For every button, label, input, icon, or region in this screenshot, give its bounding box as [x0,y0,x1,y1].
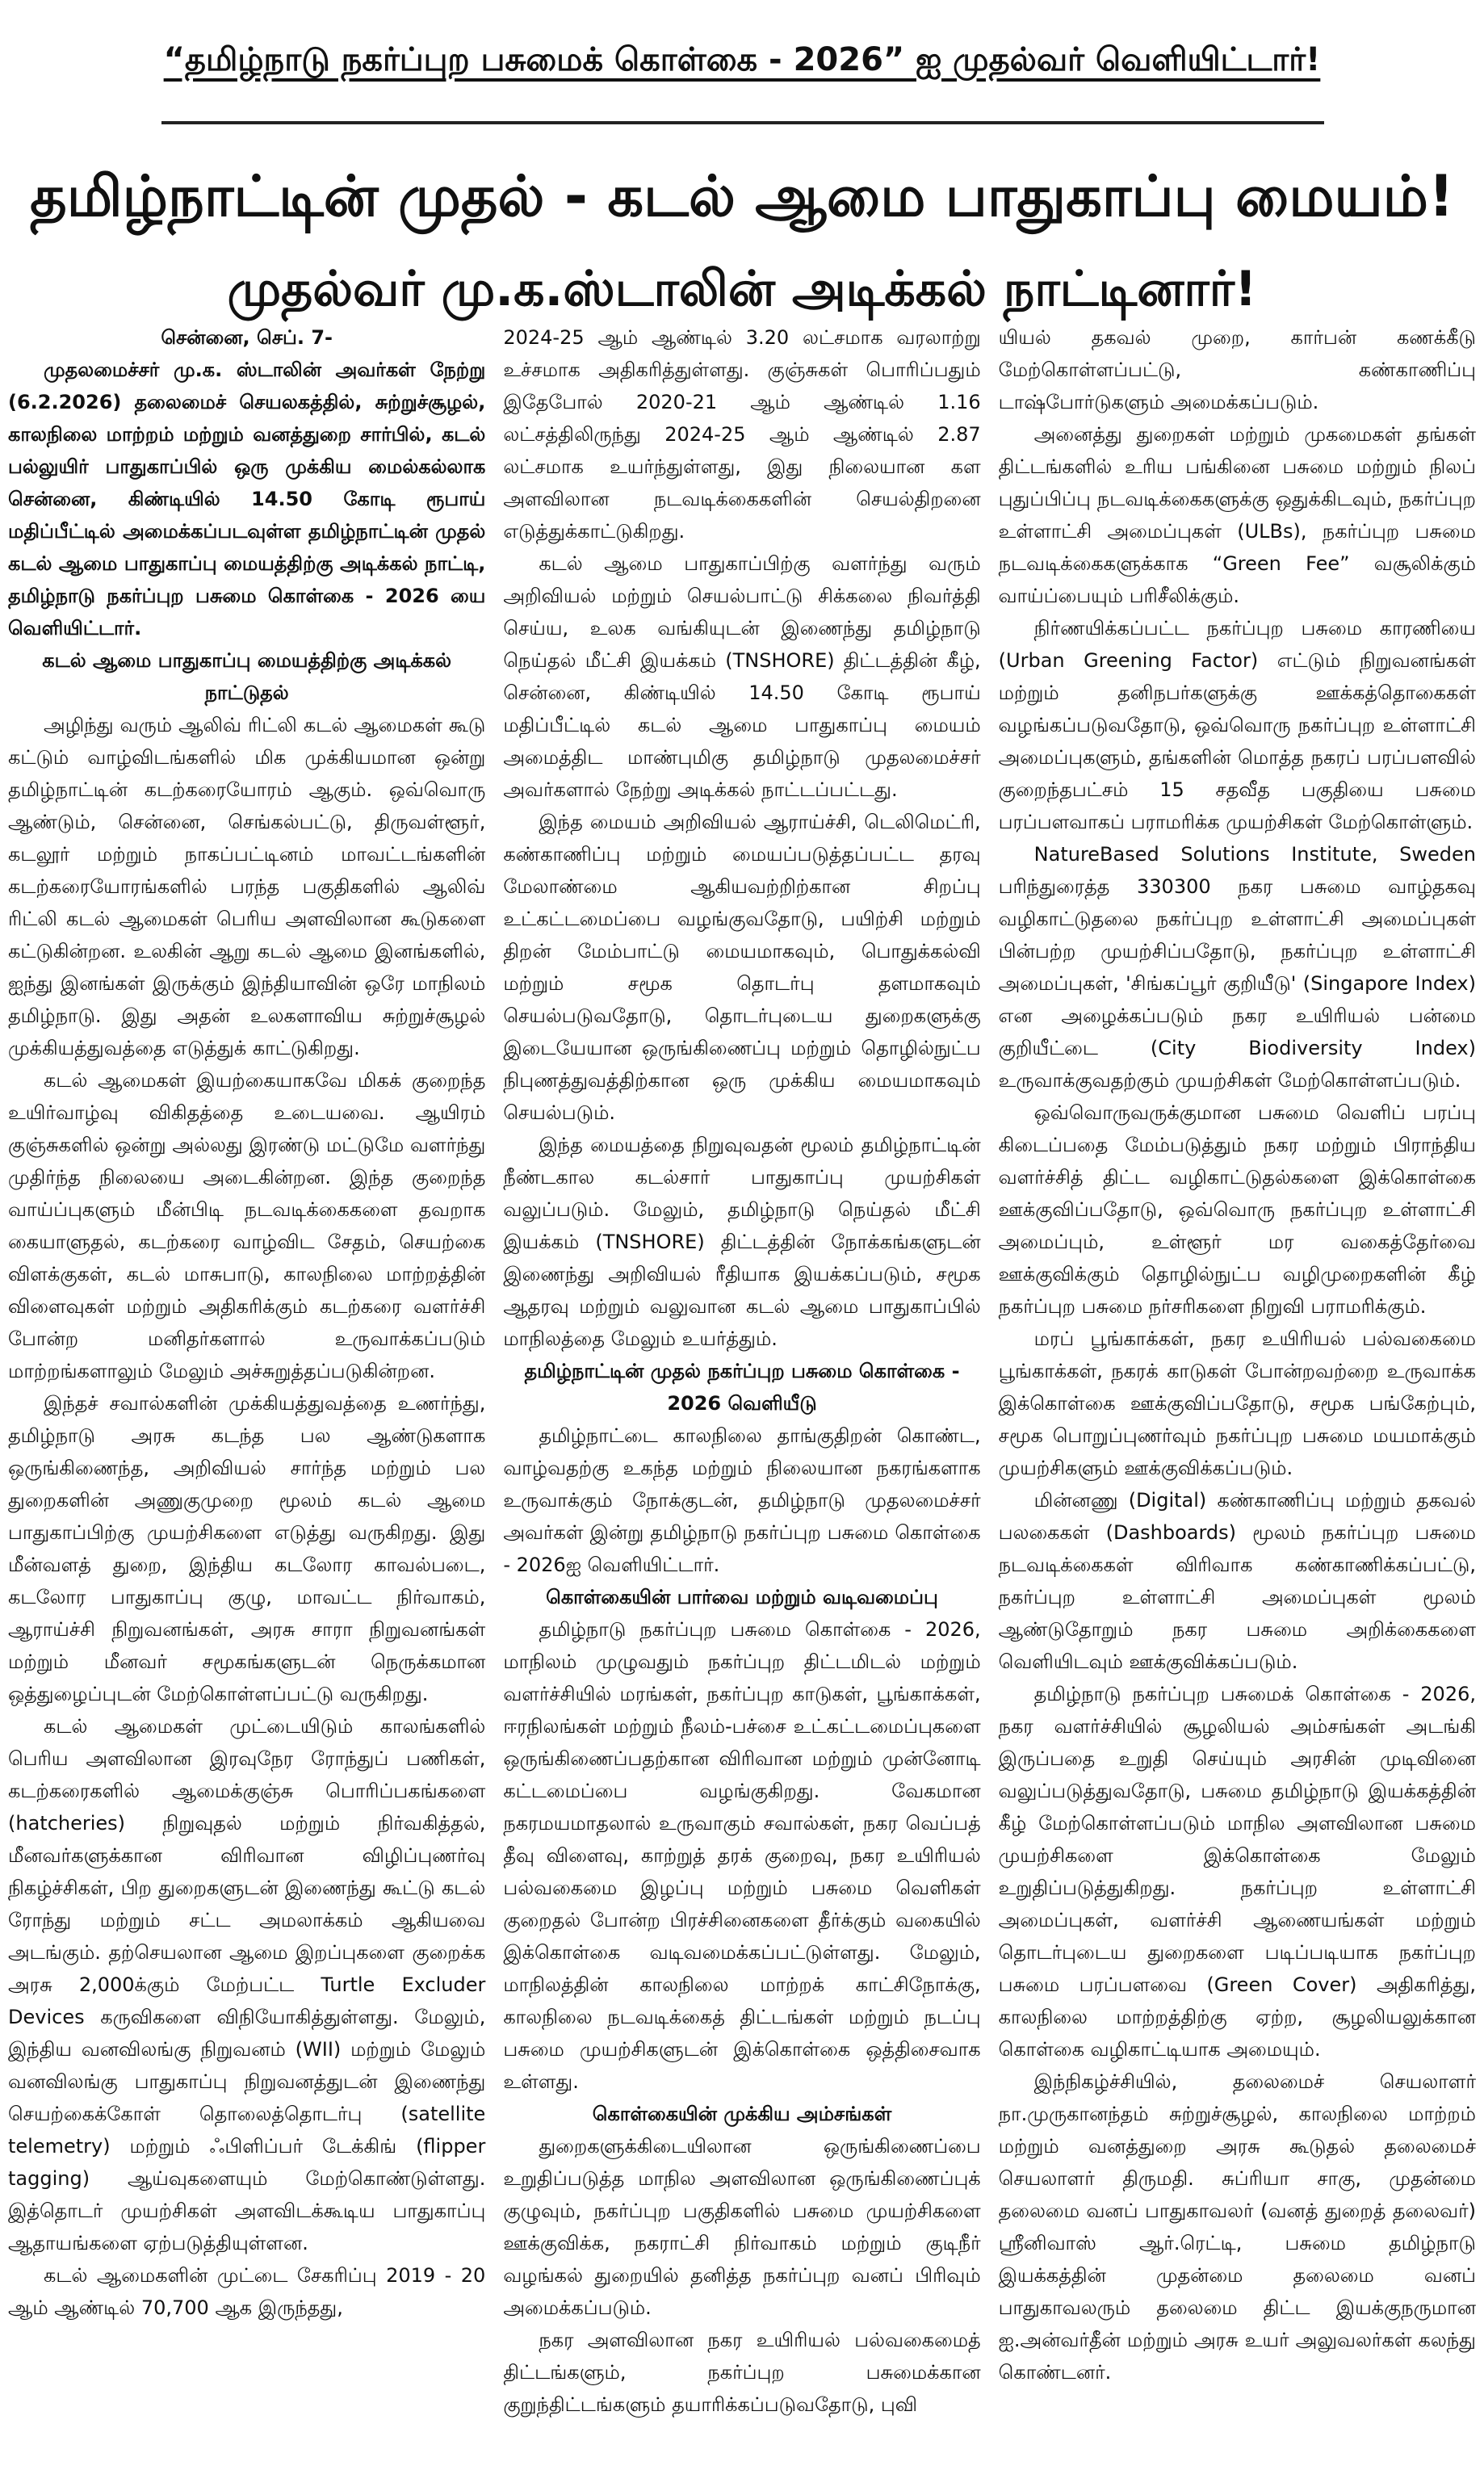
main-headline-text: தமிழ்நாட்டின் முதல் - கடல் ஆமை பாதுகாப்பு மையம்! [30,163,1454,229]
paragraph: இந்நிகழ்ச்சியில், தலைமைச் செயலாளர் நா.முருகானந்தம் சுற்றுச்சூழல், காலநிலை மாற்றம் மற்றும் வனத்துறை அரசு கூடுதல் தலைமைச் செயலாளர் திருமதி. சுப்ரியா சாகு, முதன்மை தலைமை வனப் பாதுகாவலர் (வனத் துறைத் தலைவர்) ஸ்ரீனிவாஸ் ஆர்.ரெட்டி, பசுமை தமிழ்நாடு இயக்கத்தின் முதன்மை தலைமை வனப் பாதுகாவலரும் தலைமை திட்ட இயக்குநருமான ஐ.அன்வர்தீன் மற்றும் அரசு உயர் அலுவலர்கள் கலந்து கொண்டனர். [998,2070,1476,2384]
paragraph: NatureBased Solutions Institute, Sweden பரிந்துரைத்த 330300 நகர பசுமை வாழ்தகவு வழிகாட்டுதலை நகர்ப்புற உள்ளாட்சி அமைப்புகள் பின்பற்ற முயற்சிப்பதோடு, நகர்ப்புற உள்ளாட்சி அமைப்புகள், 'சிங்கப்பூர் குறியீடு' (Singapore Index) என அழைக்கப்படும் நகர உயிரியல் பன்மை குறியீட்டை (City Biodiversity Index) உருவாக்குவதற்கும் முயற்சிகள் மேற்கொள்ளப்படும். [998,843,1476,1092]
subheading: கொள்கையின் முக்கிய அம்சங்கள் [592,2103,892,2125]
paragraph: இந்த மையம் அறிவியல் ஆராய்ச்சி, டெலிமெட்ரி, கண்காணிப்பு மற்றும் மையப்படுத்தப்பட்ட தரவு மேலாண்மை ஆகியவற்றிற்கான சிறப்பு உட்கட்டமைப்பை வழங்குவதோடு, பயிற்சி மற்றும் திறன் மேம்பாட்டு மையமாகவும், பொதுக்கல்வி மற்றும் சமூக தொடர்பு தளமாகவும் செயல்படுவதோடு, தொடர்புடைய துறைகளுக்கு இடையேயான ஒருங்கிணைப்பு மற்றும் தொழில்நுட்ப நிபுணத்துவத்திற்கான ஒரு முக்கிய மையமாகவும் செயல்படும். [503,811,981,1124]
divider [161,121,1324,124]
paragraph: மரப் பூங்காக்கள், நகர உயிரியல் பல்வகைமை பூங்காக்கள், நகரக் காடுகள் போன்றவற்றை உருவாக்க இக்கொள்கை ஊக்குவிப்பதோடு, சமூக பங்கேற்பும், சமூக பொறுப்புணர்வும் நகர்ப்புற பசுமை மயமாக்கும் முயற்சிகளும் ஊக்குவிக்கப்படும். [998,1327,1476,1479]
column-3 [999,321,1476,2421]
column-2 [503,321,980,2421]
paragraph: தமிழ்நாடு நகர்ப்புற பசுமைக் கொள்கை - 2026, நகர வளர்ச்சியில் சூழலியல் அம்சங்கள் அடங்கி இருப்பதை உறுதி செய்யும் அரசின் முடிவினை வலுப்படுத்துவதோடு, பசுமை தமிழ்நாடு இயக்கத்தின் கீழ் மேற்கொள்ளப்படும் மாநில அளவிலான பசுமை முயற்சிகளை இக்கொள்கை மேலும் உறுதிப்படுத்துகிறது. நகர்ப்புற உள்ளாட்சி அமைப்புகள், வளர்ச்சி ஆணையங்கள் மற்றும் தொடர்புடைய துறைகளை படிப்படியாக நகர்ப்புற பசுமை பரப்பளவை (Green Cover) அதிகரித்து, காலநிலை மாற்றத்திற்கு ஏற்ற, சூழலியலுக்கான கொள்கை வழிகாட்டியாக அமையும். [998,1683,1476,2061]
paragraph: அழிந்து வரும் ஆலிவ் ரிட்லி கடல் ஆமைகள் கூடு கட்டும் வாழ்விடங்களில் மிக முக்கியமான ஒன்று தமிழ்நாட்டின் கடற்கரையோரம் ஆகும். ஒவ்வொரு ஆண்டும், சென்னை, செங்கல்பட்டு, திருவள்ளூர், கடலூர் மற்றும் நாகப்பட்டினம் மாவட்டங்களின் கடற்கரையோரங்களில் பரந்த பகுதிகளில் ஆலிவ் ரிட்லி கடல் ஆமைகள் பெரிய அளவிலான கூடுகளை கட்டுகின்றன. உலகின் ஆறு கடல் ஆமை இனங்களில், ஐந்து இனங்கள் இருக்கும் இந்தியாவின் ஒரே மாநிலம் தமிழ்நாடு. இது அதன் உலகளாவிய சுற்றுச்சூழல் முக்கியத்துவத்தை எடுத்துக் காட்டுகிறது. [8,714,486,1059]
article-body [8,321,1476,2421]
subheading: கடல் ஆமை பாதுகாப்பு மையத்திற்கு அடிக்கல் நாட்டுதல் [42,649,452,704]
paragraph: தமிழ்நாடு நகர்ப்புற பசுமை கொள்கை - 2026, மாநிலம் முழுவதும் நகர்ப்புற திட்டமிடல் மற்றும் வளர்ச்சியில் மரங்கள், நகர்ப்புற காடுகள், பூங்காக்கள், ஈரநிலங்கள் மற்றும் நீலம்-பச்சை உட்கட்டமைப்புகளை ஒருங்கிணைப்பதற்கான விரிவான மற்றும் முன்னோடி கட்டமைப்பை வழங்குகிறது. வேகமான நகரமயமாதலால் உருவாகும் சவால்கள், நகர வெப்பத் தீவு விளைவு, காற்றுத் தரக் குறைவு, நகர உயிரியல் பல்வகைமை இழப்பு மற்றும் பசுமை வெளிகள் குறைதல் போன்ற பிரச்சினைகளை தீர்க்கும் வகையில் இக்கொள்கை வடிவமைக்கப்பட்டுள்ளது. மேலும், மாநிலத்தின் காலநிலை மாற்றக் காட்சிநோக்கு, காலநிலை நடவடிக்கைத் திட்டங்கள் மற்றும் நடப்பு பசுமை முயற்சிகளுடன் இக்கொள்கை ஒத்திசைவாக உள்ளது. [503,1618,981,2093]
paragraph: ஒவ்வொருவருக்குமான பசுமை வெளிப் பரப்பு கிடைப்பதை மேம்படுத்தும் நகர மற்றும் பிராந்திய வளர்ச்சித் திட்ட வழிகாட்டுதல்களை இக்கொள்கை ஊக்குவிப்பதோடு, ஒவ்வொரு நகர்ப்புற உள்ளாட்சி அமைப்பும், உள்ளூர் மர வகைத்தேர்வை ஊக்குவிக்கும் தொழில்நுட்ப வழிமுறைகளின் கீழ் நகர்ப்புற பசுமை நர்சரிகளை நிறுவி பராமரிக்கும். [998,1101,1476,1318]
sub-headline [0,257,1484,321]
paragraph: கடல் ஆமைகள் முட்டையிடும் காலங்களில் பெரிய அளவிலான இரவுநேர ரோந்துப் பணிகள், கடற்கரைகளில் ஆமைக்குஞ்சு பொரிப்பகங்களை (hatcheries) நிறுவுதல் மற்றும் நிர்வகித்தல், மீனவர்களுக்கான விரிவான விழிப்புணர்வு நிகழ்ச்சிகள், பிற துறைகளுடன் இணைந்து கூட்டு கடல் ரோந்து மற்றும் சட்ட அமலாக்கம் ஆகியவை அடங்கும். தற்செயலான ஆமை இறப்புகளை குறைக்க அரசு 2,000க்கும் மேற்பட்ட Turtle Excluder Devices கருவிகளை விநியோகித்துள்ளது. மேலும், இந்திய வனவிலங்கு நிறுவனம் (WII) மற்றும் மேலும் வனவிலங்கு பாதுகாப்பு நிறுவனத்துடன் இணைந்து செயற்கைக்கோள் தொலைத்தொடர்பு (satellite telemetry) மற்றும் ஃபிளிப்பர் டேக்கிங் (flipper tagging) ஆய்வுகளையும் மேற்கொண்டுள்ளது. இத்தொடர் முயற்சிகள் அளவிடக்கூடிய பாதுகாப்பு ஆதாயங்களை ஏற்படுத்தியுள்ளன. [8,1715,486,2254]
subheading: கொள்கையின் பார்வை மற்றும் வடிவமைப்பு [546,1586,938,1608]
subheading: தமிழ்நாட்டின் முதல் நகர்ப்புற பசுமை கொள்கை - 2026 வெளியீடு [524,1360,960,1415]
paragraph: யியல் தகவல் முறை, கார்பன் கணக்கீடு மேற்கொள்ளப்பட்டு, கண்காணிப்பு டாஷ்போர்டுகளும் அமைக்கப்படும். [998,326,1476,413]
sub-headline-text: முதல்வர் மு.க.ஸ்டாலின் அடிக்கல் நாட்டினார்! [227,261,1257,317]
kicker-text: “தமிழ்நாடு நகர்ப்புற பசுமைக் கொள்கை - 2026” ஐ முதல்வர் வெளியிட்டார்! [163,41,1321,78]
dateline: சென்னை, செப். 7- [161,326,333,349]
paragraph: அனைத்து துறைகள் மற்றும் முகமைகள் தங்கள் திட்டங்களில் உரிய பங்கினை பசுமை மற்றும் நிலப் புதுப்பிப்பு நடவடிக்கைகளுக்கு ஒதுக்கிடவும், நகர்ப்புற உள்ளாட்சி அமைப்புகள் (ULBs), நகர்ப்புற பசுமை நடவடிக்கைகளுக்காக “Green Fee” வசூலிக்கும் வாய்ப்பையும் பரிசீலிக்கும். [998,423,1476,607]
kicker-headline [0,11,1484,108]
paragraph: மின்னணு (Digital) கண்காணிப்பு மற்றும் தகவல் பலகைகள் (Dashboards) மூலம் நகர்ப்புற பசுமை நடவடிக்கைகள் விரிவாக கண்காணிக்கப்பட்டு, நகர்ப்புற உள்ளாட்சி அமைப்புகள் மூலம் ஆண்டுதோறும் நகர பசுமை அறிக்கைகளை வெளியிடவும் ஊக்குவிக்கப்படும். [998,1489,1476,1673]
main-headline [0,128,1484,265]
paragraph: துறைகளுக்கிடையிலான ஒருங்கிணைப்பை உறுதிப்படுத்த மாநில அளவிலான ஒருங்கிணைப்புக் குழுவும், நகர்ப்புற பகுதிகளில் பசுமை முயற்சிகளை ஊக்குவிக்க, நகராட்சி நிர்வாகம் மற்றும் குடிநீர் வழங்கல் துறையில் தனித்த நகர்ப்புற வனப் பிரிவும் அமைக்கப்படும். [503,2135,981,2319]
paragraph: தமிழ்நாட்டை காலநிலை தாங்குதிறன் கொண்ட, வாழ்வதற்கு உகந்த மற்றும் நிலையான நகரங்களாக உருவாக்கும் நோக்குடன், தமிழ்நாடு முதலமைச்சர் அவர்கள் இன்று தமிழ்நாடு நகர்ப்புற பசுமை கொள்கை - 2026ஐ வெளியிட்டார். [503,1424,981,1576]
masthead [0,0,1484,321]
paragraph: கடல் ஆமைகளின் முட்டை சேகரிப்பு 2019 - 20 ஆம் ஆண்டில் 70,700 ஆக இருந்தது, [8,2264,486,2319]
paragraph: நகர அளவிலான நகர உயிரியல் பல்வகைமைத் திட்டங்களும், நகர்ப்புற பசுமைக்கான குறுந்திட்டங்களும் தயாரிக்கப்படுவதோடு, புவி [503,2329,981,2416]
lead-paragraph: முதலமைச்சர் மு.க. ஸ்டாலின் அவர்கள் நேற்று (6.2.2026) தலைமைச் செயலகத்தில், சுற்றுச்சூழல், காலநிலை மாற்றம் மற்றும் வனத்துறை சார்பில், கடல் பல்லுயிர் பாதுகாப்பில் ஒரு முக்கிய மைல்கல்லாக சென்னை, கிண்டியில் 14.50 கோடி ரூபாய் மதிப்பீட்டில் அமைக்கப்படவுள்ள தமிழ்நாட்டின் முதல் கடல் ஆமை பாதுகாப்பு மையத்திற்கு அடிக்கல் நாட்டி, தமிழ்நாடு நகர்ப்புற பசுமை கொள்கை - 2026 யை வெளியிட்டார். [8,359,486,640]
paragraph: கடல் ஆமைகள் இயற்கையாகவே மிகக் குறைந்த உயிர்வாழ்வு விகிதத்தை உடையவை. ஆயிரம் குஞ்சுகளில் ஒன்று அல்லது இரண்டு மட்டுமே வளர்ந்து முதிர்ந்த நிலையை அடைகின்றன. இந்த குறைந்த வாய்ப்புகளும் மீன்பிடி நடவடிக்கைகளை தவறாக கையாளுதல், கடற்கரை வாழ்விட சேதம், செயற்கை விளக்குகள், கடல் மாசுபாடு, காலநிலை மாற்றத்தின் விளைவுகள் மற்றும் அதிகரிக்கும் கடற்கரை வளர்ச்சி போன்ற மனிதர்களால் உருவாக்கப்படும் மாற்றங்களாலும் மேலும் அச்சுறுத்தப்படுகின்றன. [8,1069,486,1382]
paragraph: 2024-25 ஆம் ஆண்டில் 3.20 லட்சமாக வரலாற்று உச்சமாக அதிகரித்துள்ளது. குஞ்சுகள் பொரிப்பதும் இதேபோல் 2020-21 ஆம் ஆண்டில் 1.16 லட்சத்திலிருந்து 2024-25 ஆம் ஆண்டில் 2.87 லட்சமாக உயர்ந்துள்ளது, இது நிலையான கள அளவிலான நடவடிக்கைகளின் செயல்திறனை எடுத்துக்காட்டுகிறது. [503,326,981,543]
paragraph: இந்தச் சவால்களின் முக்கியத்துவத்தை உணர்ந்து, தமிழ்நாடு அரசு கடந்த பல ஆண்டுகளாக ஒருங்கிணைந்த, அறிவியல் சார்ந்த மற்றும் பல துறைகளின் அணுகுமுறை மூலம் கடல் ஆமை பாதுகாப்பிற்கு முயற்சிகளை எடுத்து வருகிறது. இது மீன்வளத் துறை, இந்திய கடலோர காவல்படை, கடலோர பாதுகாப்பு குழு, மாவட்ட நிர்வாகம், ஆராய்ச்சி நிறுவனங்கள், அரசு சாரா நிறுவனங்கள் மற்றும் மீனவர் சமூகங்களுடன் நெருக்கமான ஒத்துழைப்புடன் மேற்கொள்ளப்பட்டு வருகிறது. [8,1392,486,1705]
paragraph: கடல் ஆமை பாதுகாப்பிற்கு வளர்ந்து வரும் அறிவியல் மற்றும் செயல்பாட்டு சிக்கலை நிவர்த்தி செய்ய, உலக வங்கியுடன் இணைந்து தமிழ்நாடு நெய்தல் மீட்சி இயக்கம் (TNSHORE) திட்டத்தின் கீழ், சென்னை, கிண்டியில் 14.50 கோடி ரூபாய் மதிப்பீட்டில் கடல் ஆமை பாதுகாப்பு மையம் அமைத்திட மாண்புமிகு தமிழ்நாடு முதலமைச்சர் அவர்களால் நேற்று அடிக்கல் நாட்டப்பட்டது. [503,552,981,801]
column-1 [8,321,485,2421]
paragraph: இந்த மையத்தை நிறுவுவதன் மூலம் தமிழ்நாட்டின் நீண்டகால கடல்சார் பாதுகாப்பு முயற்சிகள் வலுப்படும். மேலும், தமிழ்நாடு நெய்தல் மீட்சி இயக்கம் (TNSHORE) திட்டத்தின் நோக்கங்களுடன் இணைந்து அறிவியல் ரீதியாக இயக்கப்படும், சமூக ஆதரவு மற்றும் வலுவான கடல் ஆமை பாதுகாப்பில் மாநிலத்தை மேலும் உயர்த்தும். [503,1134,981,1350]
paragraph: நிர்ணயிக்கப்பட்ட நகர்ப்புற பசுமை காரணியை (Urban Greening Factor) எட்டும் நிறுவனங்கள் மற்றும் தனிநபர்களுக்கு ஊக்கத்தொகைகள் வழங்கப்படுவதோடு, ஒவ்வொரு நகர்ப்புற உள்ளாட்சி அமைப்புகளும், தங்களின் மொத்த நகரப் பரப்பளவில் குறைந்தபட்சம் 15 சதவீத பகுதியை பசுமை பரப்பளவாகப் பராமரிக்க முயற்சிகள் மேற்கொள்ளும். [998,617,1476,833]
